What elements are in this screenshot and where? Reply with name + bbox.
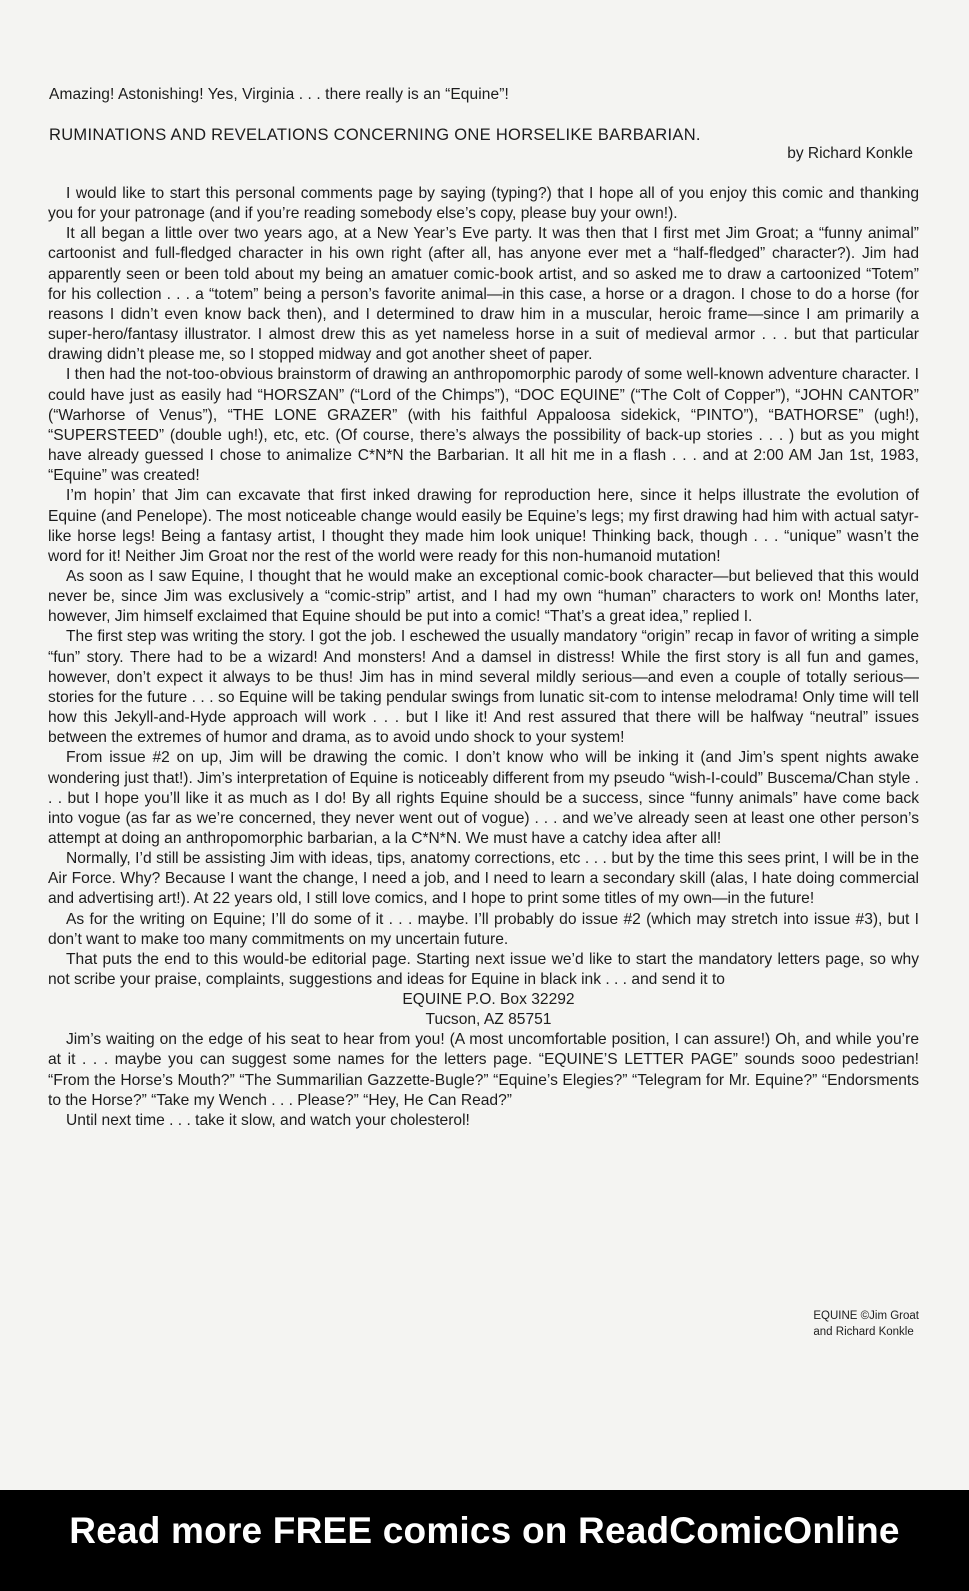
paragraph: I’m hopin’ that Jim can excavate that first inked drawing for reproduction here, since it helps illustrate the evolution of Equine (and Penelope). The most noticeable change would easily be Equine’s legs; my first drawing had him with actual satyr-like horse legs! Being a fantasy artist, I thought they made him look unique! Thinking back, though . . . “unique” wasn’t the word for it! Neither Jim Groat nor the rest of the world were ready for this non-humanoid mutation!	[48, 487, 919, 565]
paragraph: Jim’s waiting on the edge of his seat to hear from you! (A most uncomfortable position, I can assure!) Oh, and while you’re at it . . . maybe you can suggest some names for the letters page. “EQUINE’S LETTER PAGE” sounds sooo pedestrian! “From the Horse’s Mouth?” “The Summarilian Gazzette-Bugle?” “Equine’s Elegies?” “Telegram for Mr. Equine?” “Endorsments to the Horse?” “Take my Wench . . . Please?” “Hey, He Can Read?”	[48, 1031, 919, 1109]
paragraph: The first step was writing the story. I got the job. I eschewed the usually mandatory “origin” recap in favor of writing a simple “fun” story. There had to be a wizard! And monsters! And a damsel in distress! While the first story is all fun and games, however, don’t expect it always to be thus! Jim has in mind several mildly serious—and even a couple of totally serious—stories for the future . . . so Equine will be taking pendular swings from lunatic sit-com to intense melodrama! Only time will tell how this Jekyll-and-Hyde approach will work . . . but I like it! And rest assured that there will be halfway “neutral” issues between the extremes of humor and drama, as to avoid undo shock to your system!	[48, 628, 919, 747]
paragraph: That puts the end to this would-be editorial page. Starting next issue we’d like to start the mandatory letters page, so why not scribe your praise, complaints, suggestions and ideas for Equine in black ink . . . and send it to	[48, 950, 919, 989]
mailing-address	[48, 990, 919, 1030]
paragraph: From issue #2 on up, Jim will be drawing the comic. I don’t know who will be inking it (and Jim’s spent nights awake wondering just that!). Jim’s interpretation of Equine is noticeably different from my pseudo “wish-I-could” Buscema/Chan style . . . but I hope you’ll like it as much as I do! By all rights Equine should be a success, since “funny animals” have come back into vogue (as far as we’re concerned, they never went out of vogue) . . . and we’ve already seen at least one other person’s attempt at doing an anthropomorphic barbarian, a la C*N*N. We must have a catchy idea after all!	[48, 749, 919, 847]
copyright-credit	[813, 1308, 919, 1340]
closing-line: Until next time . . . take it slow, and watch your cholesterol!	[66, 1111, 470, 1129]
credit-line-2: and Richard Konkle	[813, 1326, 914, 1338]
paragraph: It all began a little over two years ago, at a New Year’s Eve party. It was then that I first met Jim Groat; a “funny animal” cartoonist and full-fledged character in his own right (after all, has anyone ever met a “half-fledged” character?). Jim had apparently seen or been told about my being an amatuer comic-book artist, and so asked me to draw a cartoonized “Totem” for his collection . . . a “totem” being a person’s favorite animal—in this case, a horse or a dragon. I chose to do a horse (for reasons I didn’t even know back then), and I determined to draw him in a muscular, heroic frame—since I am primarily a super-hero/fantasy illustrator. I almost drew this as yet nameless horse in a suit of medieval armor . . . but that particular drawing didn’t please me, so I stopped midway and got another sheet of paper.	[48, 225, 919, 364]
byline: by Richard Konkle	[787, 145, 913, 162]
address-line-1: EQUINE P.O. Box 32292	[402, 991, 575, 1009]
article-body	[48, 184, 919, 1131]
intro-line: Amazing! Astonishing! Yes, Virginia . . . there really is an “Equine”!	[49, 86, 509, 103]
paragraph: I would like to start this personal comments page by saying (typing?) that I hope all of you enjoy this comic and thanking you for your patronage (and if you’re reading somebody else’s copy, please buy your own!).	[48, 185, 919, 223]
paragraph: As for the writing on Equine; I’ll do some of it . . . maybe. I’ll probably do issue #2 (which may stretch into issue #3), but I don’t want to make too many commitments on my uncertain future.	[48, 910, 919, 948]
paragraph: Normally, I’d still be assisting Jim with ideas, tips, anatomy corrections, etc . . . but by the time this sees print, I will be in the Air Force. Why? Because I want the change, I need a job, and I need to learn a secondary skill (alas, I hate doing commercial and advertising art!). At 22 years old, I still love comics, and I hope to print some titles of my own—in the future!	[48, 850, 919, 908]
paragraph: As soon as I saw Equine, I thought that he would make an exceptional comic-book character—but believed that this would never be, since Jim was exclusively a “comic-strip” artist, and I had my own “human” characters to work on! Months later, however, Jim himself exclaimed that Equine should be put into a comic! “That’s a great idea,” replied I.	[48, 567, 919, 626]
promo-banner[interactable]	[0, 1490, 969, 1591]
paragraph: I then had the not-too-obvious brainstorm of drawing an anthropomorphic parody of some well-known adventure character. I could have just as easily had “HORSZAN” (“Lord of the Chimps”), “DOC EQUINE” (“The Colt of Copper”), “JOHN CANTOR” (“Warhorse of Venus”), “THE LONE GRAZER” (with his faithful Appaloosa sidekick, “PINTO”), “BATHORSE” (ugh!), “SUPERSTEED” (double ugh!), etc, etc. (Of course, there’s always the possibility of back-up stories . . . ) but as you might have already guessed I chose to animalize C*N*N the Barbarian. It all hit me in a flash . . . and at 2:00 AM Jan 1st, 1983, “Equine” was created!	[48, 366, 919, 485]
promo-banner-text[interactable]: Read more FREE comics on ReadComicOnline	[69, 1510, 900, 1551]
address-line-2: Tucson, AZ 85751	[425, 1011, 552, 1029]
page-title: RUMINATIONS AND REVELATIONS CONCERNING ONE HORSELIKE BARBARIAN.	[49, 126, 701, 144]
credit-line-1: EQUINE ©Jim Groat	[813, 1310, 919, 1322]
